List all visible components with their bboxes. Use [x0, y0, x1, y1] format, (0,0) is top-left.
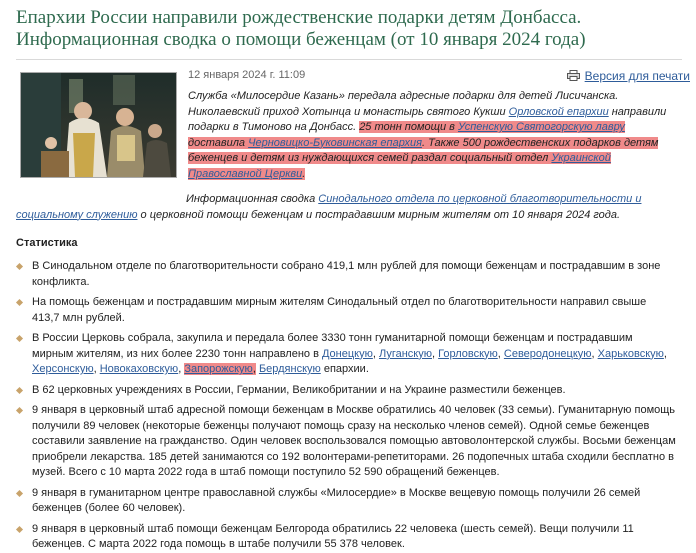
link-ukrainian-orthodox-church[interactable]: Украинской Православной Церкви — [188, 152, 611, 180]
link-lugansk[interactable]: Луганскую — [378, 347, 432, 360]
article-photo[interactable] — [20, 72, 177, 178]
list-item — [16, 259, 676, 290]
print-version-link[interactable] — [567, 69, 690, 83]
list-item — [16, 486, 676, 517]
list-item-text: На помощь беженцам и пострадавшим мирным жителям Синодальный отдел по благотворительности направил свыше 413,7 млн рублей. — [32, 296, 647, 324]
link-gorlovka[interactable]: Горловскую — [438, 347, 498, 360]
article-header — [16, 69, 696, 194]
link-novaya-kakhovka[interactable]: Новокаховскую — [99, 363, 179, 376]
lead-text: . — [302, 167, 306, 180]
lead-text: 25 тонн помощи в — [359, 121, 458, 134]
link-berdyansk[interactable]: Бердянскую — [258, 363, 321, 376]
list-item-text: В Синодальном отделе по благотворительности собрано 419,1 млн рублей для помощи беженцам и пострадавшим в зоне конфликта. — [32, 260, 661, 288]
list-item-text: епархии. — [320, 363, 369, 376]
bullet-icon — [16, 407, 23, 414]
list-item-text: В России Церковь собрала, закупила и передала более 3330 тонн гуманитарной помощи беженцам и пострадавшим мирным жителям, из них более 2230 тонн направлено в — [32, 332, 633, 360]
list-item — [16, 403, 676, 481]
info-summary — [16, 192, 666, 223]
info-text: Информационная сводка — [186, 193, 319, 205]
link-donetsk[interactable]: Донецкую — [321, 347, 373, 360]
list-item-text: 9 января в гуманитарном центре православной службы «Милосердие» в Москве вещевую помощь получили 26 семей беженцев (более 60 человек). — [32, 486, 641, 515]
link-synodal-department[interactable]: Синодального отдела по церковной благотворительности и социальному служению — [16, 193, 642, 221]
statistics-list — [16, 259, 676, 553]
list-item-text: 9 января в церковный штаб адресной помощи беженцам в Москве обратились 40 человек (33 семьи). Гуманитарную помощь получили 89 человек (некоторые беженцы получают помощь сразу на несколько членов семей). Одной семье беженцев составили заявление на гражданство. Один человек воспользовался помощью автоволонтерской службы. Восьми беженцам приобрели лекарства. 185 детей занимаются со 192 волонтерами-репетиторами. 26 подопечных штаба сходили бесплатно в музей. Всего с 10 марта 2022 года в штаб помощи поступило 52 590 обращений беженцев. — [32, 404, 676, 479]
list-item: В России Церковь собрала, закупила и передала более 3330 тонн гуманитарной помощи беженцам и пострадавшим мирным жителям, из них более 2230 тонн направлено в Донецкую, Луганскую, Горловскую, Северодонецкую, Харьковскую, Херсонскую, Новокаховскую, Запорожскую, Бердянскую епархии. — [16, 331, 676, 378]
print-version-label: Версия для печати — [584, 69, 690, 83]
bullet-icon — [16, 299, 23, 306]
article-date: 12 января 2024 г. 11:09 — [188, 69, 306, 81]
title-divider — [16, 59, 682, 60]
list-item-text: В 62 церковных учреждениях в России, Германии, Великобритании и на Украине разместили беженцев. — [32, 383, 566, 396]
link-kherson[interactable]: Херсонскую — [32, 363, 94, 376]
bullet-icon — [16, 263, 23, 270]
link-zaporozhye[interactable]: Запорожскую — [184, 363, 253, 376]
link-chernivtsi-diocese[interactable]: Черновицко-Буковинская епархия — [248, 136, 422, 149]
list-item-text: 9 января в церковный штаб помощи беженцам Белгорода обратились 22 человека (шесть семей). Вещи получили 11 беженцев. С марта 2022 года помощь в штабе получили 55 378 человек. — [32, 522, 634, 551]
lead-text: Служба «Милосердие Казань» передала адресные подарки для детей Лисичанска. Николаевский приход Хотынца и монастырь святого Кукши — [188, 90, 619, 118]
bullet-icon — [16, 526, 23, 533]
info-text: о церковной помощи беженцам и пострадавшим мирным жителям от 10 января 2024 года. — [137, 208, 621, 221]
bullet-icon — [16, 387, 23, 394]
highlighted-text: Запорожскую, — [184, 363, 256, 376]
link-kharkov[interactable]: Харьковскую — [597, 347, 664, 360]
lead-text: направили подарки в Тимоново на Донбасс. — [188, 105, 667, 134]
list-item — [16, 522, 676, 553]
lead-text: доставила — [188, 136, 249, 149]
link-severodonetsk[interactable]: Северодонецкую — [503, 347, 592, 360]
link-svyatogorsk-lavra[interactable]: Успенскую Святогорскую лавру — [457, 121, 625, 134]
bullet-icon — [16, 490, 23, 497]
article-lead — [188, 89, 678, 183]
list-item — [16, 295, 676, 326]
bullet-icon — [16, 335, 23, 342]
page-title: Епархии России направили рождественские подарки детям Донбасса. Информационная сводка о помощи беженцам (от 10 января 2024 года) — [16, 7, 586, 50]
printer-icon — [567, 70, 580, 81]
church-photo-image — [21, 73, 176, 177]
list-item — [16, 383, 676, 399]
lead-text: . Также 500 рождественских подарков детям беженцев и детям из нуждающихся семей раздал социальный отдел — [188, 136, 659, 165]
statistics-heading: Статистика — [16, 237, 78, 250]
link-orel-diocese[interactable]: Орловской епархии — [508, 105, 609, 118]
